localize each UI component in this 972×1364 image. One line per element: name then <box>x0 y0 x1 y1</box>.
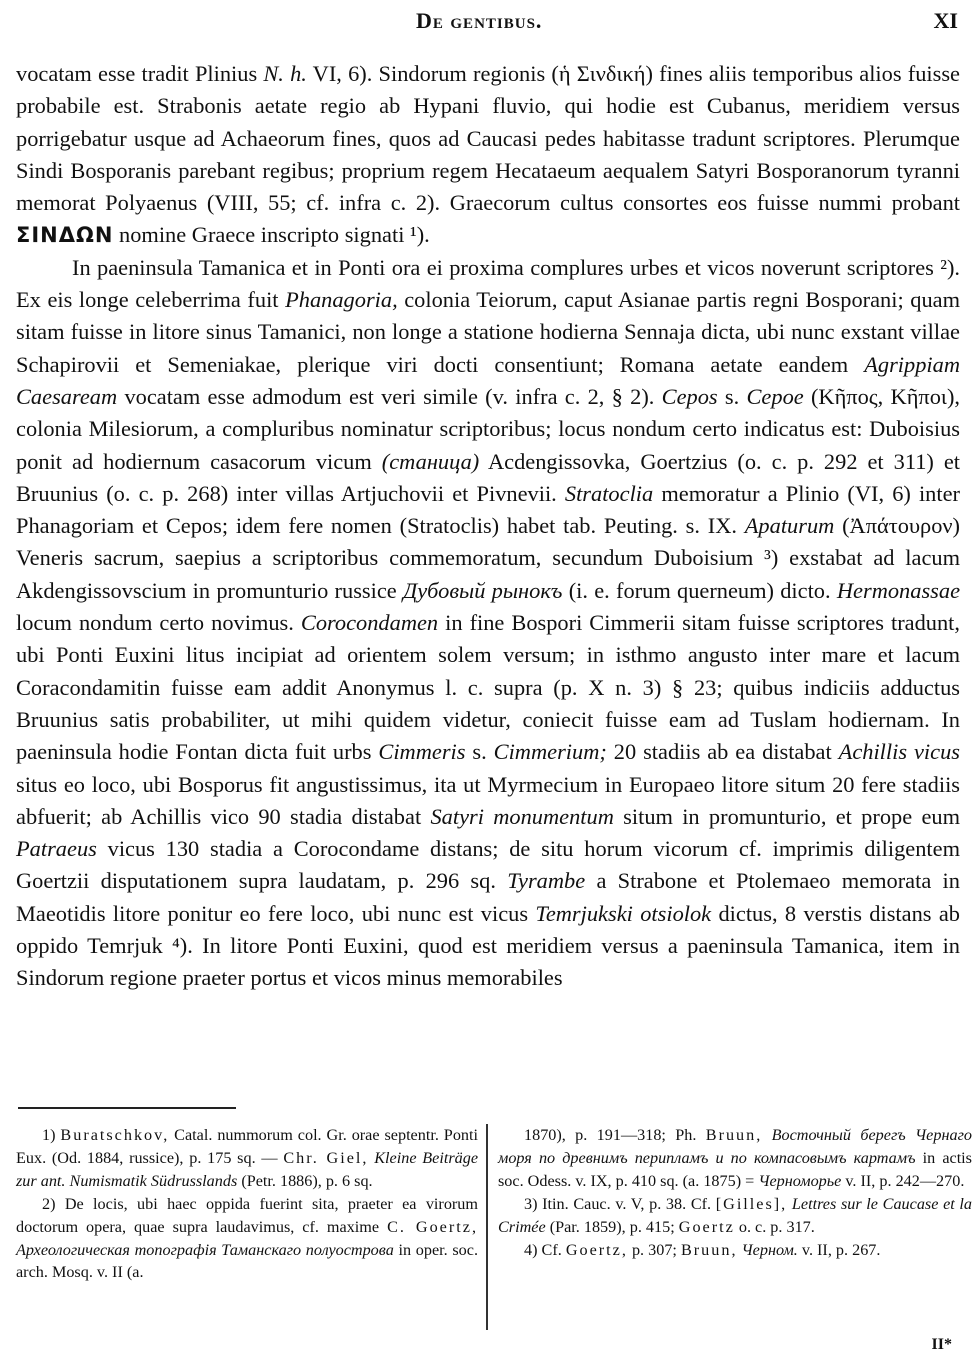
italic-term: Corocondamen <box>300 610 439 636</box>
body-text <box>16 58 960 995</box>
text-run: v. II, p. 267. <box>797 1240 881 1259</box>
footnote-rule <box>18 1107 236 1109</box>
page-number: XI <box>933 8 958 33</box>
italic-term: Stratoclia <box>564 480 654 506</box>
text-run: (Par. 1859), p. 415; <box>545 1217 679 1236</box>
text-run: in fine Bospori Cimmerii sitam fuisse scriptores tradunt, ubi Ponti Euxini litus incipiat ad orientem solem versum; in isthmo angusto inter mare et lacum Coracondamitin fuisse eam addit Anonymus l. c. supra (p. X n. 3) § 23; quibus indiciis adductus Bruunius satis probabiliter, ut mihi quidem videtur, coniecit fuisse eam ad Tuslam hodiernam. In paeninsula hodie Fontan dicta fuit urbs <box>16 610 960 765</box>
italic-term: Patraeus <box>16 836 97 862</box>
text-run: Acdengissovka, Goertzius (o. c. p. 292 et 311) et Bruunius (o. c. p. 268) inter villas Artjuchovii et Pivnevii. <box>16 448 960 506</box>
text-run: s. <box>465 739 494 765</box>
paragraph <box>16 58 960 252</box>
signature-mark: II* <box>931 1336 952 1353</box>
text-run: colonia Teiorum, caput Asianae partis regni Bosporani; quam sitam fuisse in litore sinus Tamanici, non longe a statione hodierna Sennaja dicta, ubi nunc exstant villae Schapirovii et Semeniakae, plerique viri docti consentiunt; Romana aetate eandem <box>16 287 960 377</box>
italic-term: Lettres sur le Caucase et la Crimée <box>498 1194 972 1236</box>
text-run: 1870), p. 191—318; Ph. <box>524 1126 706 1144</box>
italic-term: (станица) <box>381 448 480 474</box>
author-name: Bruun, <box>680 1240 738 1259</box>
italic-term: Археологическая топографія Таманскаго полуострова <box>16 1240 394 1259</box>
text-run: memoratur a Plinio (VI, 6) inter Phanagoriam et Cepos; idem fere nomen (Stratoclis) habet tab. Peuting. s. IX. <box>16 480 960 539</box>
text-run: (Κῆπος, Κῆποι), colonia Milesiorum, a compluribus nominatur scriptoribus; locus nondum certo indicatus est: Duboisius ponit ad hodiernum casacorum vicum <box>16 383 961 474</box>
text-run: 1) <box>42 1126 61 1144</box>
footnote <box>16 1193 478 1285</box>
text-run: s. <box>717 383 747 409</box>
footnote <box>498 1193 972 1239</box>
text-run: (Ἀπάτουρον) Veneris sacrum, saepius a scriptoribus commemoratum, secundum Duboisium ³) exstabat ad lacum Akdengissovscium in promunturio russice <box>16 513 960 603</box>
text-run: situm in promunturio, et prope eum <box>613 803 960 829</box>
italic-term: Восточный берегъ Чернаго моря по древнимъ перипламъ и по компасовымъ картамъ <box>498 1126 972 1167</box>
italic-term: Cimmeris <box>378 739 466 765</box>
footnote <box>16 1124 478 1193</box>
paragraph <box>16 252 960 995</box>
text-run: 20 stadiis ab ea distabat <box>606 739 839 765</box>
italic-term: Дубовый рынокъ <box>402 577 563 603</box>
footnotes-left-column <box>16 1124 486 1284</box>
italic-term: Черном. <box>741 1240 798 1259</box>
italic-term: Satyri monumentum <box>430 803 614 829</box>
text-run: locum nondum certo novimus. <box>16 610 301 636</box>
text-run: VI, 6). Sindorum regionis (ἡ Σινδική) fines aliis temporibus alios fuisse probabile est. Strabonis aetate regio ab Hypani fluvio, qui hodie est Cubanus, meridiem versus porrigebatur usque ad Achaeorum fines, quos ad Caucasi pedes habitasse tradunt scriptores. Plerumque Sindi Bosporanis parebant regibus; proprium regem Hecataeum aequalem Satyri Bosporanorum tyranni memorat Polyaenus (VIII, 55; cf. infra c. 2). Graecorum cultus consortes eos fuisse nummi probant <box>16 61 960 216</box>
italic-term: Cepoe <box>746 383 804 409</box>
footnote <box>498 1239 972 1262</box>
text-run: 4) Cf. <box>524 1240 566 1259</box>
text-run: p. 307; <box>627 1240 681 1259</box>
italic-term: Phanagoria, <box>285 287 398 313</box>
author-name: Bruun, <box>705 1126 763 1144</box>
italic-term: Tyrambe <box>507 868 586 894</box>
text-run: in actis soc. Odess. v. IX, p. 410 sq. (a. 1875) = <box>498 1148 972 1190</box>
author-name: Goertz <box>678 1217 735 1236</box>
italic-term: Kleine Beiträge zur ant. Numismatik Südrusslands <box>16 1148 479 1190</box>
text-run: nomine Graece inscripto signati ¹). <box>113 222 430 248</box>
text-run: dictus, 8 verstis distans ab oppido Temrjuk ⁴). In litore Ponti Euxini, quod est meridiem versus a paeninsula Tamanica, item in Sindorum regione praeter portus et vicos minus memorabiles <box>16 900 960 991</box>
author-name: Buratschkov, <box>60 1126 170 1144</box>
text-run: a Strabone et Ptolemaeo memorata in Maeotidis litore ponitur eo fere loco, ubi nunc est vicus <box>16 868 960 926</box>
text-run: vocatam esse tradit Plinius <box>16 61 264 86</box>
italic-term: Cepos <box>661 383 718 409</box>
author-name: C. Goertz, <box>387 1217 478 1236</box>
text-run: in oper. soc. arch. Mosq. v. II (a. <box>16 1240 478 1282</box>
text-run: Catal. nummorum col. Gr. orae septentr. Ponti Eux. (Od. 1884, russice), p. 175 sq. — <box>16 1126 478 1167</box>
footnotes-right-column <box>486 1124 972 1330</box>
italic-term: Hermonassae <box>836 577 961 603</box>
italic-term: Achillis vicus <box>838 739 960 765</box>
author-name: Chr. Giel, <box>283 1148 369 1167</box>
coin-legend: ΣΙΝΔΩΝ <box>16 223 114 248</box>
text-run: 2) De locis, ubi haec oppida fuerint sita, praeter ea virorum doctorum opera, quae supra laudavimus, cf. maxime <box>16 1194 478 1236</box>
italic-term: Apaturum <box>744 513 835 539</box>
author-name: [Gilles], <box>715 1194 788 1213</box>
author-name: Goertz, <box>565 1240 628 1259</box>
footnote <box>498 1124 972 1193</box>
italic-term: N. h. <box>263 61 307 86</box>
italic-term: Черноморье <box>758 1171 842 1190</box>
italic-term: Temrjukski otsiolok <box>535 900 712 926</box>
text-run: 3) Itin. Cauc. v. V, p. 38. Cf. <box>524 1194 716 1213</box>
italic-term: Agrippiam Caesaream <box>16 351 960 409</box>
text-run: situs eo loco, ubi Bosporus fit angustissimus, ita ut Myrmecium in Europaeo litore situm 20 fere stadiis abfuerit; ab Achillis vico 90 stadia distabat <box>16 771 960 829</box>
text-run: In paeninsula Tamanica et in Ponti ora ei proxima complures urbes et vicos noverunt scriptores ²). Ex eis longe celeberrima fuit <box>16 254 960 313</box>
text-run: v. II, p. 242—270. <box>841 1171 965 1190</box>
text-run: (Petr. 1886), p. 6 sq. <box>237 1171 373 1190</box>
text-run: o. c. p. 317. <box>734 1217 815 1236</box>
running-head <box>0 8 972 48</box>
text-run: vicus 130 stadia a Corocondame distans; de situ horum vicorum cf. imprimis diligentem Goertzii disputationem supra laudatam, p. 296 sq. <box>16 836 960 894</box>
italic-term: Cimmerium; <box>493 739 607 765</box>
text-run <box>762 1126 771 1144</box>
running-head-title: De gentibus. <box>416 8 543 33</box>
text-run: vocatam esse admodum est veri simile (v. infra c. 2, § 2). <box>117 383 662 409</box>
text-run: (i. e. forum querneum) dicto. <box>562 577 837 603</box>
